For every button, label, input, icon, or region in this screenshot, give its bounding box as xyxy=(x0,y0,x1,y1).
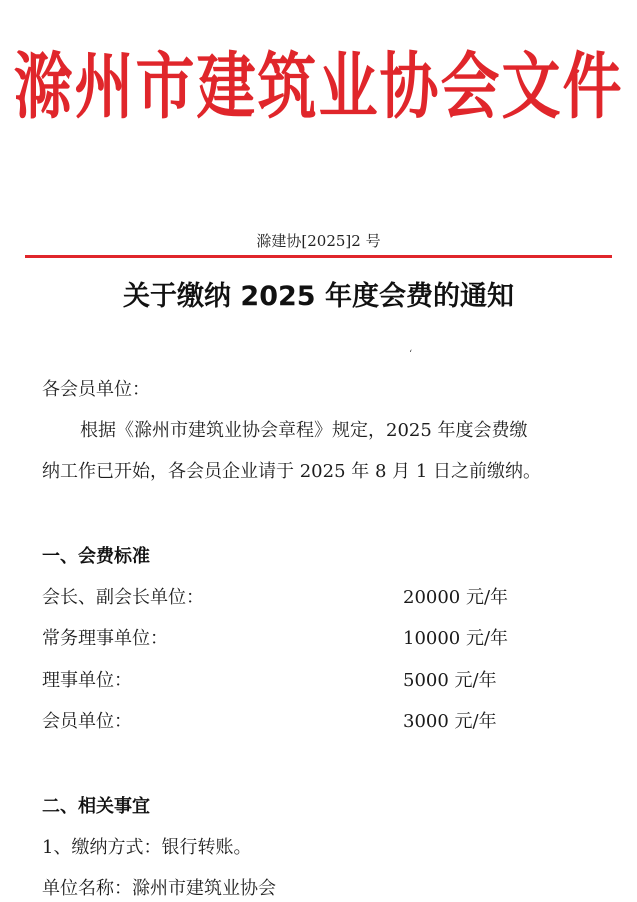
paragraph-line-1: 根据《滁州市建筑业协会章程》规定，2025 年度会费缴 xyxy=(80,420,528,441)
unit-name: 单位名称：滁州市建筑业协会 xyxy=(42,878,276,899)
fee-row xyxy=(42,624,602,652)
salutation: 各会员单位： xyxy=(42,379,150,400)
fee-label: 理事单位： xyxy=(42,670,132,691)
fee-label: 会长、副会长单位： xyxy=(42,587,204,608)
section-heading-related-matters: 二、相关事宜 xyxy=(42,796,150,817)
fee-row xyxy=(42,666,602,694)
fee-amount: 20000 元/年 xyxy=(403,587,509,608)
payment-method: 1、缴纳方式：银行转账。 xyxy=(42,837,252,858)
paragraph-line-2: 纳工作已开始，各会员企业请于 2025 年 8 月 1 日之前缴纳。 xyxy=(42,461,542,482)
fee-row xyxy=(42,707,602,735)
fee-amount: 10000 元/年 xyxy=(403,628,509,649)
fee-label: 常务理事单位： xyxy=(42,628,168,649)
document-header-title: 滁州市建筑业协会文件 xyxy=(13,44,624,129)
section-heading-fee-standard: 一、会费标准 xyxy=(42,546,150,567)
fee-amount: 3000 元/年 xyxy=(403,711,497,732)
fee-row xyxy=(42,583,602,611)
stray-mark: ‘ xyxy=(409,349,413,360)
fee-amount: 5000 元/年 xyxy=(403,670,497,691)
notice-title: 关于缴纳 2025 年度会费的通知 xyxy=(123,281,514,312)
fee-label: 会员单位： xyxy=(42,711,132,732)
header-divider xyxy=(25,255,612,258)
document-number: 滁建协[2025]2 号 xyxy=(256,232,381,250)
